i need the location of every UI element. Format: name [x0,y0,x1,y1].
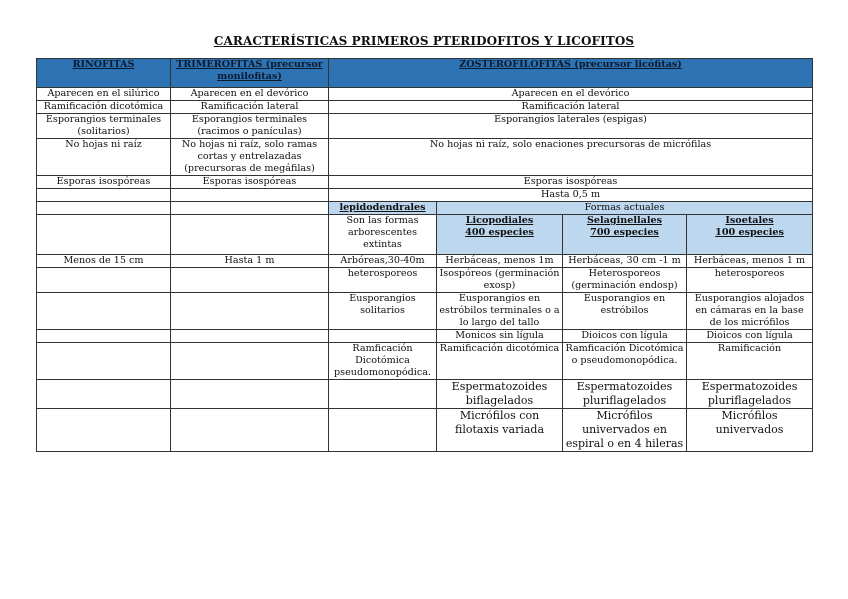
table-cell: Micrófilos con filotaxis variada [437,409,563,452]
sperm-row [37,380,813,409]
table-cell: Ramificación [687,343,813,380]
table-cell [37,330,171,343]
lepidodendrales-description: Son las formas arborescentes extintas [329,215,437,255]
lepidodendrales-header: lepidodendrales [329,202,437,215]
table-row [37,139,813,176]
table-cell [171,330,329,343]
table-cell [171,268,329,293]
table-row [37,88,813,101]
table-cell [171,293,329,330]
page-title: CARACTERÍSTICAS PRIMEROS PTERIDOFITOS Y LICOFITOS [213,34,635,48]
table-cell: Esporas isospóreas [329,176,813,189]
table-cell: Eusporangios solitarios [329,293,437,330]
table-cell: Micrófilos univervados [687,409,813,452]
sporangia-row [37,293,813,330]
ligula-row [37,330,813,343]
table-cell [171,215,329,255]
table-cell [329,380,437,409]
table-cell: Dioicos con lígula [687,330,813,343]
table-cell [171,189,329,202]
table-cell: Esporangios terminales (racimos o panículas) [171,114,329,139]
table-cell [37,189,171,202]
table-cell [171,202,329,215]
table-cell: Monicos sin lígula [437,330,563,343]
table-cell: Ramificación dicotómica [437,343,563,380]
groups-row [37,215,813,255]
group-isoetales [687,215,813,255]
table-cell [171,343,329,380]
table-cell: Micrófilos univervados en espiral o en 4 hileras [563,409,687,452]
table-cell: Esporangios laterales (espigas) [329,114,813,139]
table-cell: Esporas isospóreas [171,176,329,189]
table-cell: Eusporangios en estróbilos terminales o a lo largo del tallo [437,293,563,330]
table-cell: Aparecen en el silúrico [37,88,171,101]
table-cell [171,380,329,409]
table-cell: Ramificación dicotómica [37,101,171,114]
table-cell: Arbóreas,30-40m [329,255,437,268]
table-cell: Espermatozoides pluriflagelados [687,380,813,409]
table-cell: No hojas ni raíz, solo ramas cortas y entrelazadas (precursoras de megáfilas) [171,139,329,176]
table-cell: Hasta 1 m [171,255,329,268]
table-cell: Aparecen en el devórico [329,88,813,101]
group-species-count: 400 especies [465,227,534,238]
table-cell: Ramficación Dicotómica o pseudomonopódica. [563,343,687,380]
table-cell: Espermatozoides biflagelados [437,380,563,409]
header-trimerofitas: TRIMEROFITAS (precursor monilofitas) [171,59,329,88]
table-cell [329,409,437,452]
characteristics-table [36,58,813,452]
table-cell: Eusporangios alojados en cámaras en la base de los micrófilos [687,293,813,330]
table-cell: Ramificación lateral [329,101,813,114]
header-rinofitas: RINOFITAS [37,59,171,88]
header-zosterofilofitas: ZOSTEROFILOFITAS (precursor licófitas) [329,59,813,88]
table-cell: Esporas isospóreas [37,176,171,189]
table-cell [37,343,171,380]
group-species-count: 100 especies [715,227,784,238]
spore-row [37,268,813,293]
table-cell [171,409,329,452]
group-name: Isoetales [725,215,774,226]
group-name: Selaginellales [587,215,662,226]
table-cell: No hojas ni raíz [37,139,171,176]
table-cell [37,215,171,255]
microphyll-row [37,409,813,452]
table-cell [37,409,171,452]
ramification-row [37,343,813,380]
table-cell [37,202,171,215]
table-cell: Hasta 0,5 m [329,189,813,202]
size-row [37,255,813,268]
table-row [37,189,813,202]
group-licopodiales [437,215,563,255]
table-cell [37,268,171,293]
table-cell: Eusporangios en estróbilos [563,293,687,330]
table-cell: Esporangios terminales (solitarios) [37,114,171,139]
table-cell: Espermatozoides pluriflagelados [563,380,687,409]
table-cell [37,293,171,330]
table-cell: Herbáceas, menos 1 m [687,255,813,268]
table-cell: Heterosporeos (germinación endosp) [563,268,687,293]
table-cell: Dioicos con lígula [563,330,687,343]
group-selaginellales [563,215,687,255]
header-row [37,59,813,88]
table-cell [329,330,437,343]
subheader-row [37,202,813,215]
table-row [37,176,813,189]
table-cell: Ramficación Dicotómica pseudomonopódica. [329,343,437,380]
table-cell: heterosporeos [329,268,437,293]
table-row [37,114,813,139]
table-cell: Isospóreos (germinación exosp) [437,268,563,293]
table-cell: heterosporeos [687,268,813,293]
group-species-count: 700 especies [590,227,659,238]
group-name: Licopodiales [465,215,534,226]
table-cell [37,380,171,409]
table-cell: Herbáceas, menos 1m [437,255,563,268]
table-cell: Menos de 15 cm [37,255,171,268]
formas-actuales-header: Formas actuales [437,202,813,215]
table-row [37,101,813,114]
table-cell: Aparecen en el devórico [171,88,329,101]
table-cell: No hojas ni raíz, solo enaciones precursoras de micrófilas [329,139,813,176]
table-cell: Ramificación lateral [171,101,329,114]
table-cell: Herbáceas, 30 cm -1 m [563,255,687,268]
